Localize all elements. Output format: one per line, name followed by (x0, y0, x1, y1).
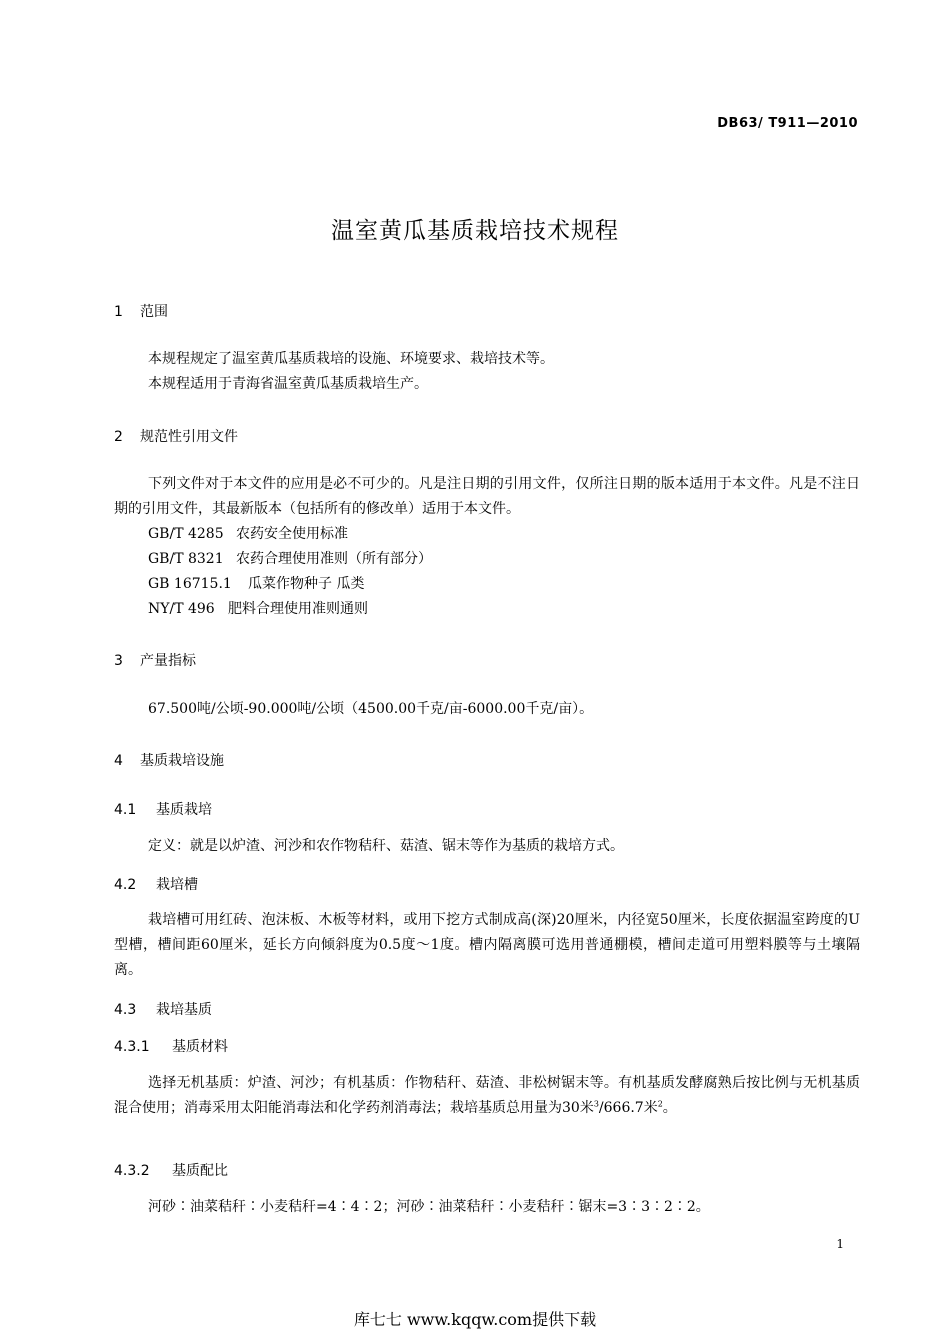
page-number: 1 (836, 1237, 844, 1251)
section-4-3-heading (114, 999, 212, 1019)
section-title: 栽培基质 (156, 1002, 212, 1018)
document-title: 温室黄瓜基质栽培技术规程 (331, 218, 619, 244)
section-title: 基质栽培 (156, 802, 212, 818)
section-2-heading (114, 426, 238, 446)
section-number: 4.3 (114, 1002, 137, 1018)
reference-name: 农药安全使用标准 (236, 526, 348, 542)
section-title: 基质配比 (172, 1163, 228, 1179)
scope-line-1: 本规程规定了温室黄瓜基质栽培的设施、环境要求、栽培技术等。 (148, 351, 554, 367)
ratio-text: 河砂∶油菜秸秆∶小麦秸秆=4∶4∶2；河砂∶油菜秸秆∶小麦秸秆∶锯末=3∶3∶2∶2。 (148, 1199, 710, 1215)
section-1-heading (114, 301, 168, 321)
reference-name: 肥料合理使用准则通则 (228, 601, 368, 617)
materials-paragraph (114, 1071, 860, 1121)
reference-code: GB/T 4285 (148, 526, 224, 542)
materials-text-b: /666.7米 (598, 1100, 658, 1116)
section-number: 2 (114, 429, 123, 445)
references-intro: 下列文件对于本文件的应用是必不可少的。凡是注日期的引用文件，仅所注日期的版本适用于本文件。凡是不注日期的引用文件，其最新版本（包括所有的修改单）适用于本文件。 (114, 476, 860, 517)
reference-code: GB/T 8321 (148, 551, 224, 567)
reference-code: GB 16715.1 (148, 576, 232, 592)
materials-text-a: 选择无机基质：炉渣、河沙；有机基质：作物秸秆、菇渣、非松树锯末等。有机基质发酵腐熟后按比例与无机基质混合使用；消毒采用太阳能消毒法和化学药剂消毒法；栽培基质总用量为30米 (114, 1075, 860, 1116)
trough-paragraph: 栽培槽可用红砖、泡沫板、木板等材料，或用下挖方式制成高(深)20厘米，内径宽50厘米，长度依据温室跨度的U型槽，槽间距60厘米，延长方向倾斜度为0.5度～1度。槽内隔离膜可选用普通棚模，槽间走道可用塑料膜等与土壤隔离。 (114, 912, 860, 978)
section-title: 基质材料 (172, 1039, 228, 1055)
section-title: 范围 (140, 304, 168, 320)
superscript-cubic: 3 (593, 1099, 599, 1109)
section-number: 4.3.1 (114, 1039, 150, 1055)
reference-code: NY/T 496 (148, 601, 215, 617)
document-number: DB63/ T911—2010 (717, 116, 858, 131)
section-title: 基质栽培设施 (140, 753, 224, 769)
section-title: 栽培槽 (156, 877, 198, 893)
section-4-3-1-heading (114, 1036, 228, 1056)
section-number: 4.1 (114, 802, 137, 818)
reference-item (148, 547, 432, 572)
section-number: 4.3.2 (114, 1163, 150, 1179)
section-title: 规范性引用文件 (140, 429, 238, 445)
section-number: 4.2 (114, 877, 137, 893)
section-number: 4 (114, 753, 123, 769)
superscript-square: 2 (657, 1099, 663, 1109)
reference-item (148, 597, 368, 622)
section-number: 3 (114, 653, 123, 669)
yield-text: 67.500吨/公顷-90.000吨/公顷（4500.00千克/亩-6000.00千克/亩）。 (148, 701, 594, 717)
scope-line-2: 本规程适用于青海省温室黄瓜基质栽培生产。 (148, 376, 428, 392)
reference-item (148, 522, 348, 547)
substrate-definition: 定义：就是以炉渣、河沙和农作物秸秆、菇渣、锯末等作为基质的栽培方式。 (148, 838, 624, 854)
section-4-2-heading (114, 874, 198, 894)
reference-name: 农药合理使用准则（所有部分） (236, 551, 432, 567)
reference-item (148, 572, 364, 597)
reference-name: 瓜菜作物种子 瓜类 (248, 576, 365, 592)
section-number: 1 (114, 304, 123, 320)
section-3-heading (114, 650, 196, 670)
download-footer: 库七七 www.kqqw.com提供下载 (353, 1310, 597, 1329)
materials-text-c: 。 (662, 1100, 677, 1116)
section-4-1-heading (114, 799, 212, 819)
section-4-3-2-heading (114, 1160, 228, 1180)
section-4-heading (114, 750, 224, 770)
section-title: 产量指标 (140, 653, 196, 669)
